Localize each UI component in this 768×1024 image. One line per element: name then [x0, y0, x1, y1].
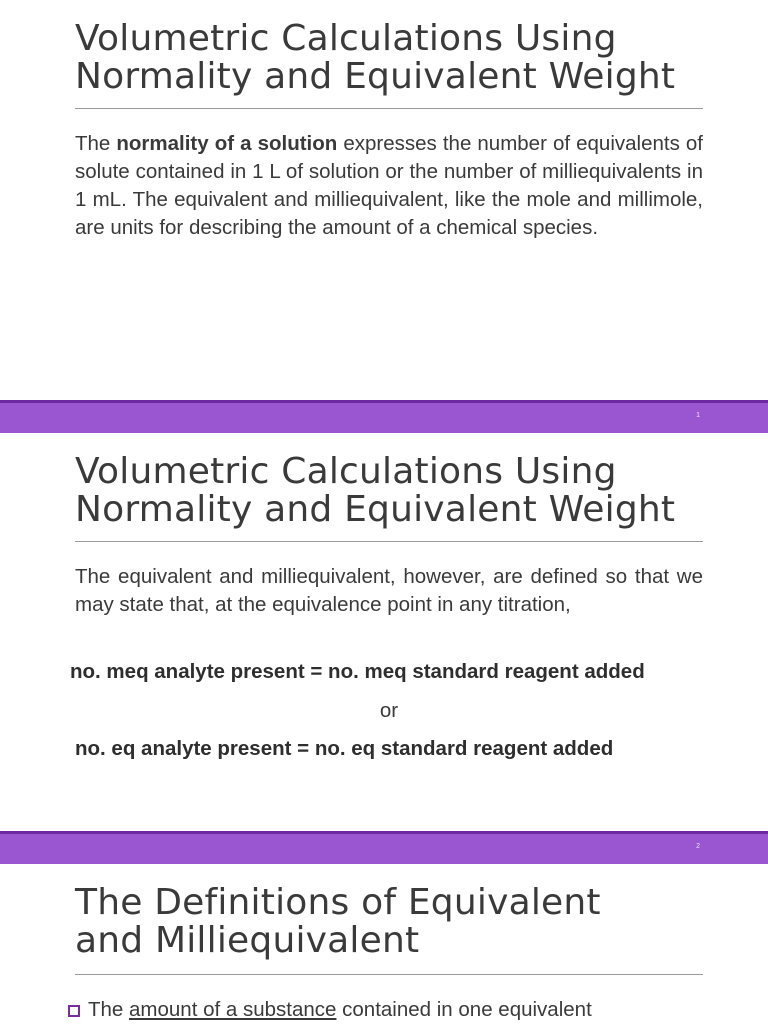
title-line: The Definitions of Equivalent: [75, 882, 601, 923]
bullet-item: [68, 996, 698, 1024]
title-line: Volumetric Calculations Using: [75, 18, 617, 59]
slide-3: [0, 864, 768, 1024]
page-number: 1: [696, 412, 700, 419]
body-prefix: The: [75, 132, 117, 155]
checkbox-bullet-icon: [68, 1005, 80, 1017]
page-number: 2: [696, 843, 700, 850]
bullet-rest: contained in one equivalent: [336, 998, 592, 1021]
title-line: Normality and Equivalent Weight: [75, 56, 676, 97]
slide-title: [75, 453, 715, 529]
slide-footer-bar: [0, 400, 768, 433]
slide-2: [0, 433, 768, 831]
slide-1: [0, 0, 768, 400]
title-divider: [75, 974, 703, 975]
equation-meq: no. meq analyte present = no. meq standard reagent added: [70, 660, 645, 683]
body-rest: expresses the number of equivalents of solute contained in 1 L of solution or the number of milliequivalents in 1 mL. The equivalent and milliequivalent, like the mole and millimole, are units for describing the amount of a chemical species.: [75, 132, 703, 239]
slide-title: [75, 884, 715, 960]
slide-title: [75, 20, 715, 96]
bullet-prefix: The: [88, 998, 130, 1021]
title-divider: [75, 108, 703, 109]
title-line: Volumetric Calculations Using: [75, 451, 617, 492]
body-paragraph: [75, 130, 703, 242]
or-connector: or: [379, 699, 399, 722]
title-divider: [75, 541, 703, 542]
key-term: normality of a solution: [116, 132, 338, 155]
body-paragraph: The equivalent and milliequivalent, however, are defined so that we may state that, at the equivalence point in any titration,: [75, 565, 703, 616]
equation-eq: no. eq analyte present = no. eq standard reagent added: [75, 737, 614, 760]
title-line: Normality and Equivalent Weight: [75, 489, 676, 530]
slide-footer-bar: [0, 831, 768, 864]
underlined-term: amount of a substance: [129, 998, 337, 1021]
title-line: and Milliequivalent: [75, 920, 420, 961]
